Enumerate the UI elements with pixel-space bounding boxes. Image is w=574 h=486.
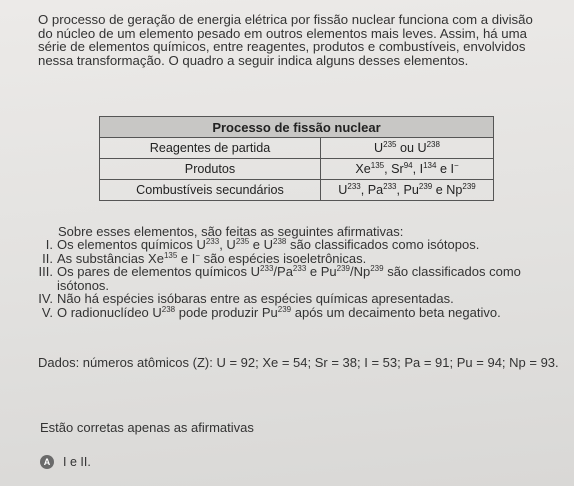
intro-text	[38, 13, 560, 67]
statements-list	[18, 238, 563, 319]
statement-number: I.	[45, 237, 53, 252]
option-text: I e II.	[63, 455, 91, 469]
intro-line: série de elementos químicos, entre reagentes, produtos e combustíveis, envolvidos	[38, 39, 526, 54]
row-value: Xe$^{135}$, Sr$^{94}$, $I^{134}$ e I−	[321, 159, 494, 180]
row-value: $U^{233}$, Pa$^{233}$, Pu$^{239}$ e Np$^{239}$	[321, 180, 494, 201]
row-label: Reagentes de partida	[100, 138, 321, 159]
atomic-numbers-data: Dados: números atômicos (Z): U = 92; Xe = 54; Sr = 38; I = 53; Pa = 91; Pu = 94; Np = 93.	[38, 355, 559, 370]
statement-number: V.	[41, 304, 53, 320]
statement-number: IV.	[38, 291, 53, 306]
option-letter-badge: A	[40, 455, 54, 469]
table-row	[100, 159, 494, 180]
table-title: Processo de fissão nuclear	[100, 117, 494, 138]
intro-line: O processo de geração de energia elétrica por fissão nuclear funciona com a divisão	[38, 12, 533, 27]
fission-table	[99, 116, 494, 201]
row-label: Combustíveis secundários	[100, 180, 321, 201]
statement-item	[18, 265, 563, 292]
statement-number: II.	[42, 250, 53, 266]
statement-text: As substâncias Xe$^{135}$ e I− são espécies isoeletrônicas.	[57, 250, 367, 266]
table-row	[100, 138, 494, 159]
statement-item	[18, 306, 563, 320]
intro-line: do núcleo de um elemento pesado em outros elementos mais leves. Assim, há uma	[38, 25, 527, 41]
statement-item	[18, 292, 563, 306]
statement-text: Não há espécies isóbaras entre as espécies químicas apresentadas.	[57, 291, 454, 306]
statement-item	[18, 252, 563, 266]
question-prompt: Estão corretas apenas as afirmativas	[40, 420, 254, 435]
statements-lead: Sobre esses elementos, são feitas as seguintes afirmativas:	[58, 224, 404, 239]
row-label: Produtos	[100, 159, 321, 180]
statement-item	[18, 238, 563, 252]
row-value: $U^{235}$ ou $U^{238}$	[321, 138, 494, 159]
intro-line: nessa transformação. O quadro a seguir indica alguns desses elementos.	[38, 52, 469, 68]
statement-text: Os pares de elementos químicos $U^{233}/Pa^{233}$ e Pu$^{239}$/Np$^{239}$ são classificados como isótonos.	[57, 264, 521, 293]
statement-number: III.	[38, 264, 53, 279]
table-row	[100, 180, 494, 201]
statement-text: O radionuclídeo $U^{238}$ pode produzir Pu$^{239}$ após um decaimento beta negativo.	[57, 304, 501, 320]
answer-option-a[interactable]	[40, 455, 91, 469]
statement-text: Os elementos químicos $U^{233}$, $U^{235}$ e $U^{238}$ são classificados como isótopos.	[57, 237, 480, 252]
